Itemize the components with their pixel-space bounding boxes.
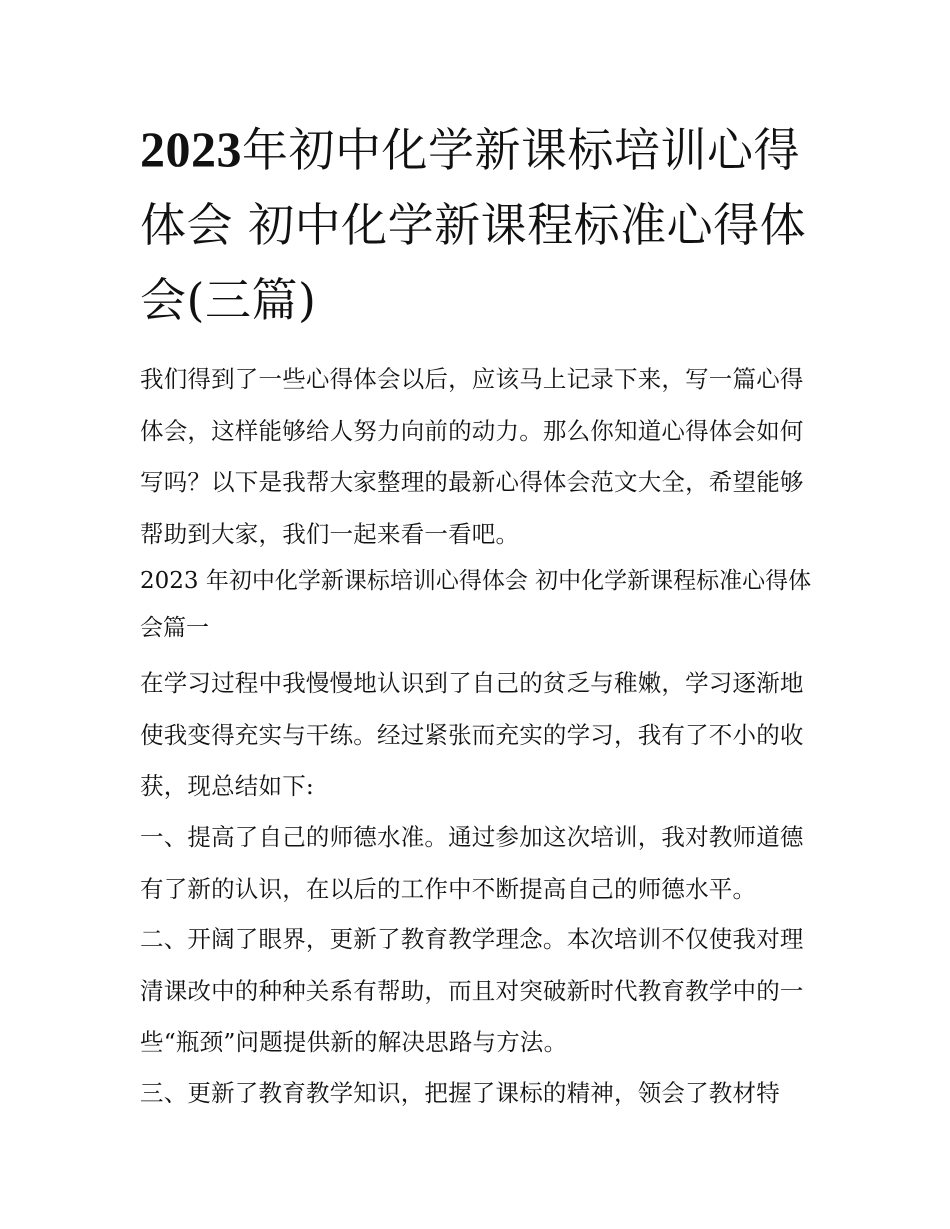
title-year: 2023	[140, 121, 242, 177]
document-title	[140, 112, 815, 338]
section-heading: 2023 年初中化学新课标培训心得体会 初中化学新课程标准心得体会篇一	[140, 568, 812, 641]
paragraph-1: 在学习过程中我慢慢地认识到了自己的贫乏与稚嫩，学习逐渐地使我变得充实与干练。经过紧张而充实的学习，我有了不小的收获，现总结如下:	[140, 669, 804, 800]
paragraph-2: 一、提高了自己的师德水准。通过参加这次培训，我对教师道德有了新的认识，在以后的工作中不断提高自己的师德水平。	[140, 823, 804, 903]
title-text: 年初中化学新课标培训心得体会 初中化学新课程标准心得体会(三篇)	[140, 123, 807, 327]
intro-paragraph: 我们得到了一些心得体会以后，应该马上记录下来，写一篇心得体会，这样能够给人努力向前的动力。那么你知道心得体会如何写吗？以下是我帮大家整理的最新心得体会范文大全，希望能够帮助到大家，我们一起来看一看吧。	[140, 365, 804, 548]
paragraph-3: 二、开阔了眼界，更新了教育教学理念。本次培训不仅使我对理清课改中的种种关系有帮助，而且对突破新时代教育教学中的一些“瓶颈”问题提供新的解决思路与方法。	[140, 925, 804, 1056]
paragraph-4: 三、更新了教育教学知识，把握了课标的精神，领会了教材特	[140, 1079, 780, 1107]
